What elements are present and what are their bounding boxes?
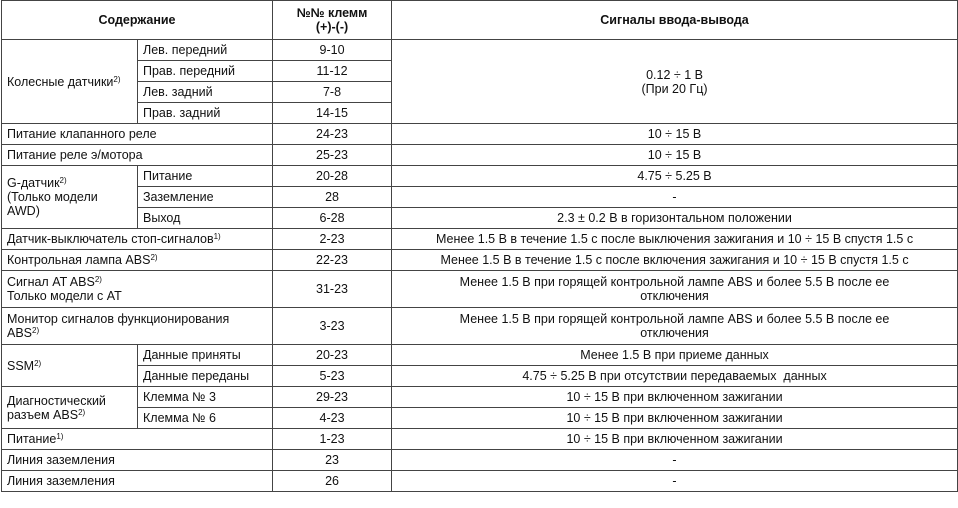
diag-label: Диагностический разъем ABS$^{2)}$ (2, 387, 138, 429)
wheel-sensors-label: Колесные датчики$^{2)}$ (2, 40, 138, 124)
signal-cell: Менее 1.5 В при приеме данных (392, 345, 958, 366)
signal-cell: 10 ÷ 15 В (392, 124, 958, 145)
table-row (2, 124, 958, 145)
signal-cell: Менее 1.5 В в течение 1.5 с после выключения зажигания и 10 ÷ 15 В спустя 1.5 с (392, 229, 958, 250)
table-row (2, 408, 958, 429)
terminal-cell: 1-23 (273, 429, 392, 450)
row-label: Датчик-выключатель стоп-сигналов$^{1)}$ (2, 229, 273, 250)
sub-label: Выход (138, 208, 273, 229)
sub-label: Клемма № 6 (138, 408, 273, 429)
sub-label: Лев. передний (138, 40, 273, 61)
row-label: Линия заземления (2, 471, 273, 492)
table-row (2, 471, 958, 492)
header-signals: Сигналы ввода-вывода (392, 1, 958, 40)
g-sensor-label: G-датчик$^{2)}$ (Только модели AWD) (2, 166, 138, 229)
signal-cell: Менее 1.5 В при горящей контрольной лампе ABS и более 5.5 В после ее отключения (392, 308, 958, 345)
signal-cell: 4.75 ÷ 5.25 В (392, 166, 958, 187)
signal-cell: 10 ÷ 15 В при включенном зажигании (392, 429, 958, 450)
terminal-cell: 2-23 (273, 229, 392, 250)
signal-cell: - (392, 187, 958, 208)
row-label: Питание реле э/мотора (2, 145, 273, 166)
sub-label: Прав. передний (138, 61, 273, 82)
terminal-cell: 11-12 (273, 61, 392, 82)
signals-table (1, 0, 958, 492)
terminal-cell: 24-23 (273, 124, 392, 145)
terminal-cell: 28 (273, 187, 392, 208)
signal-cell: 2.3 ± 0.2 В в горизонтальном положении (392, 208, 958, 229)
table-row (2, 366, 958, 387)
row-label: Сигнал AT ABS$^{2)}$ Только модели с AT (2, 271, 273, 308)
table-row (2, 450, 958, 471)
header-terminals: №№ клемм (+)-(-) (273, 1, 392, 40)
signal-cell: Менее 1.5 В в течение 1.5 с после включения зажигания и 10 ÷ 15 В спустя 1.5 с (392, 250, 958, 271)
signal-cell: 10 ÷ 15 В (392, 145, 958, 166)
terminal-cell: 29-23 (273, 387, 392, 408)
sub-label: Заземление (138, 187, 273, 208)
table-row (2, 40, 958, 61)
table-row (2, 387, 958, 408)
signal-cell: 10 ÷ 15 В при включенном зажигании (392, 408, 958, 429)
signal-cell: - (392, 471, 958, 492)
sub-label: Клемма № 3 (138, 387, 273, 408)
row-label: Питание$^{1)}$ (2, 429, 273, 450)
header-content: Содержание (2, 1, 273, 40)
table-row (2, 429, 958, 450)
signal-cell: 10 ÷ 15 В при включенном зажигании (392, 387, 958, 408)
table-row (2, 208, 958, 229)
terminal-cell: 20-28 (273, 166, 392, 187)
table-row (2, 308, 958, 345)
row-label: Питание клапанного реле (2, 124, 273, 145)
sub-label: Данные приняты (138, 345, 273, 366)
terminal-cell: 22-23 (273, 250, 392, 271)
table-row (2, 166, 958, 187)
terminal-cell: 7-8 (273, 82, 392, 103)
table-row (2, 145, 958, 166)
table-row (2, 345, 958, 366)
sub-label: Лев. задний (138, 82, 273, 103)
ssm-label: SSM$^{2)}$ (2, 345, 138, 387)
signal-cell: Менее 1.5 В при горящей контрольной лампе ABS и более 5.5 В после ее отключения (392, 271, 958, 308)
sub-label: Данные переданы (138, 366, 273, 387)
row-label: Контрольная лампа ABS$^{2)}$ (2, 250, 273, 271)
sub-label: Питание (138, 166, 273, 187)
terminal-cell: 26 (273, 471, 392, 492)
terminal-cell: 4-23 (273, 408, 392, 429)
row-label: Монитор сигналов функционирования ABS$^{2)}$ (2, 308, 273, 345)
signal-cell: - (392, 450, 958, 471)
header-row (2, 1, 958, 40)
wheel-sensors-signal: 0.12 ÷ 1 В (При 20 Гц) (392, 40, 958, 124)
table-row (2, 271, 958, 308)
table-row (2, 187, 958, 208)
terminal-cell: 20-23 (273, 345, 392, 366)
signal-cell: 4.75 ÷ 5.25 В при отсутствии передаваемых данных (392, 366, 958, 387)
terminal-cell: 9-10 (273, 40, 392, 61)
row-label: Линия заземления (2, 450, 273, 471)
terminal-cell: 14-15 (273, 103, 392, 124)
table-row (2, 229, 958, 250)
terminal-cell: 23 (273, 450, 392, 471)
terminal-cell: 5-23 (273, 366, 392, 387)
sub-label: Прав. задний (138, 103, 273, 124)
terminal-cell: 3-23 (273, 308, 392, 345)
terminal-cell: 6-28 (273, 208, 392, 229)
terminal-cell: 31-23 (273, 271, 392, 308)
table-row (2, 250, 958, 271)
terminal-cell: 25-23 (273, 145, 392, 166)
